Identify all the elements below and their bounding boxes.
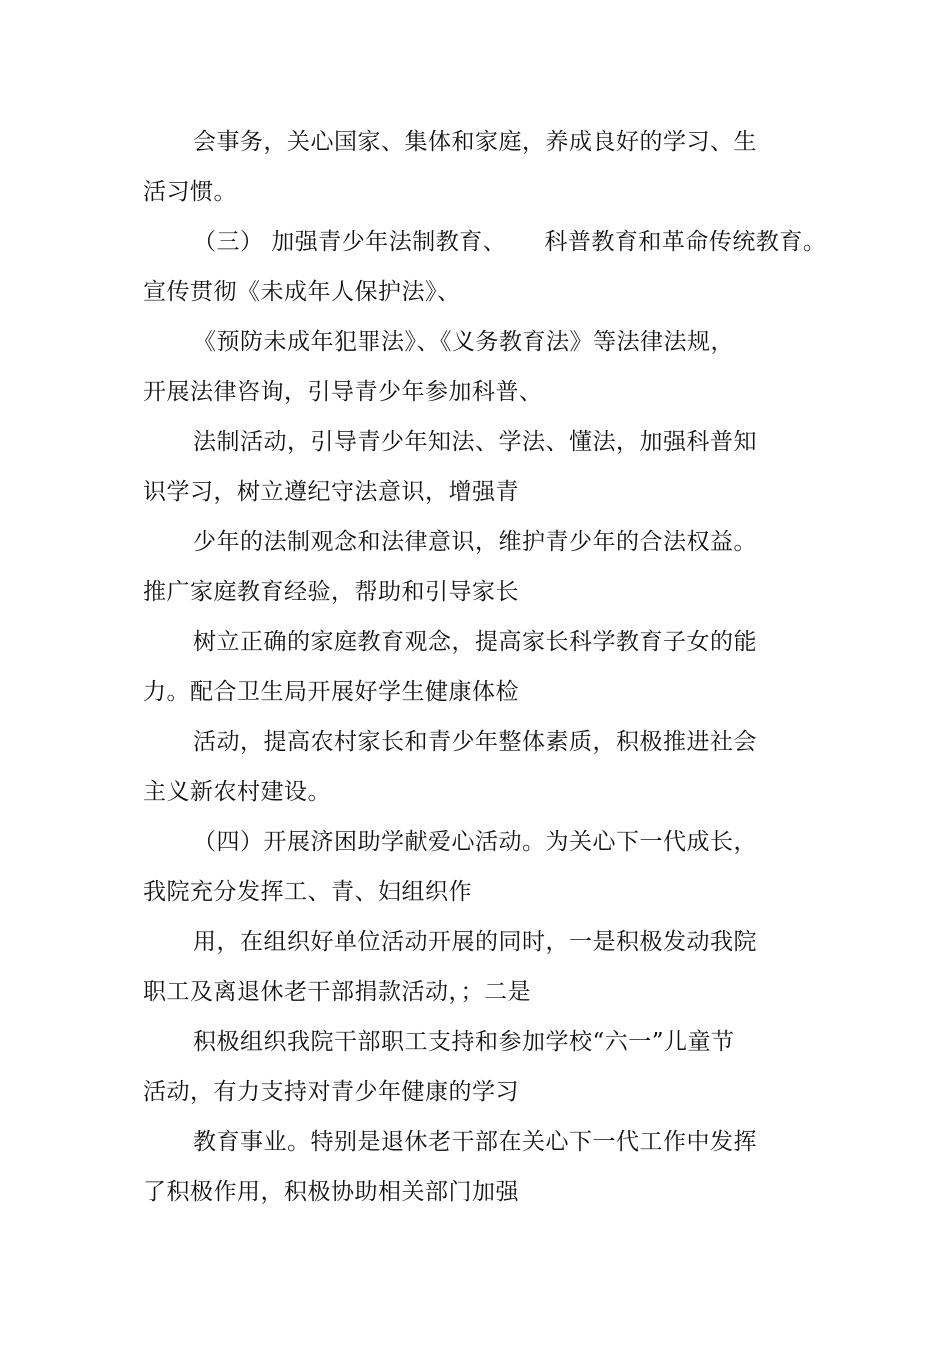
section-heading-3 xyxy=(193,227,826,257)
text-line: 活动，有力支持对青少年健康的学习 xyxy=(143,1079,519,1105)
text-line: 《预防未成年犯罪法》、《义务教育法》等法律法规， xyxy=(193,329,734,355)
text-line: 少年的法制观念和法律意识，维护青少年的合法权益。 xyxy=(193,529,757,555)
text-line: 宣传贯彻《未成年人保护法》、 xyxy=(143,279,461,305)
section-heading-3-part2: 科普教育和革命传统教育。 xyxy=(544,229,827,255)
section-heading-4: （四）开展济困助学献爱心活动。为关心下一代成长， xyxy=(193,829,757,855)
text-line: 主义新农村建设。 xyxy=(143,779,331,805)
text-line: 积极组织我院干部职工支持和参加学校“六一”儿童节 xyxy=(193,1029,735,1055)
text-line: 职工及离退休老干部捐款活动，；二是 xyxy=(143,979,531,1005)
text-line: 我院充分发挥工、青、妇组织作 xyxy=(143,879,472,905)
text-line: 活动，提高农村家长和青少年整体素质，积极推进社会 xyxy=(193,729,757,755)
text-line: 开展法律咨询，引导青少年参加科普、 xyxy=(143,379,543,405)
text-line: 会事务，关心国家、集体和家庭，养成良好的学习、生 xyxy=(193,129,757,155)
text-line: 活习惯。 xyxy=(143,179,237,205)
section-heading-3-part1: （三） 加强青少年法制教育、 xyxy=(193,229,507,255)
text-line: 法制活动，引导青少年知法、学法、懂法，加强科普知 xyxy=(193,429,757,455)
text-line: 推广家庭教育经验，帮助和引导家长 xyxy=(143,579,519,605)
text-line: 树立正确的家庭教育观念，提高家长科学教育子女的能 xyxy=(193,629,757,655)
text-line: 识学习，树立遵纪守法意识，增强青 xyxy=(143,479,519,505)
text-line: 力。配合卫生局开展好学生健康体检 xyxy=(143,679,519,705)
text-line: 用，在组织好单位活动开展的同时，一是积极发动我院 xyxy=(193,929,757,955)
text-line: 了积极作用，积极协助相关部门加强 xyxy=(143,1179,519,1205)
text-line: 教育事业。特别是退休老干部在关心下一代工作中发挥 xyxy=(193,1129,757,1155)
